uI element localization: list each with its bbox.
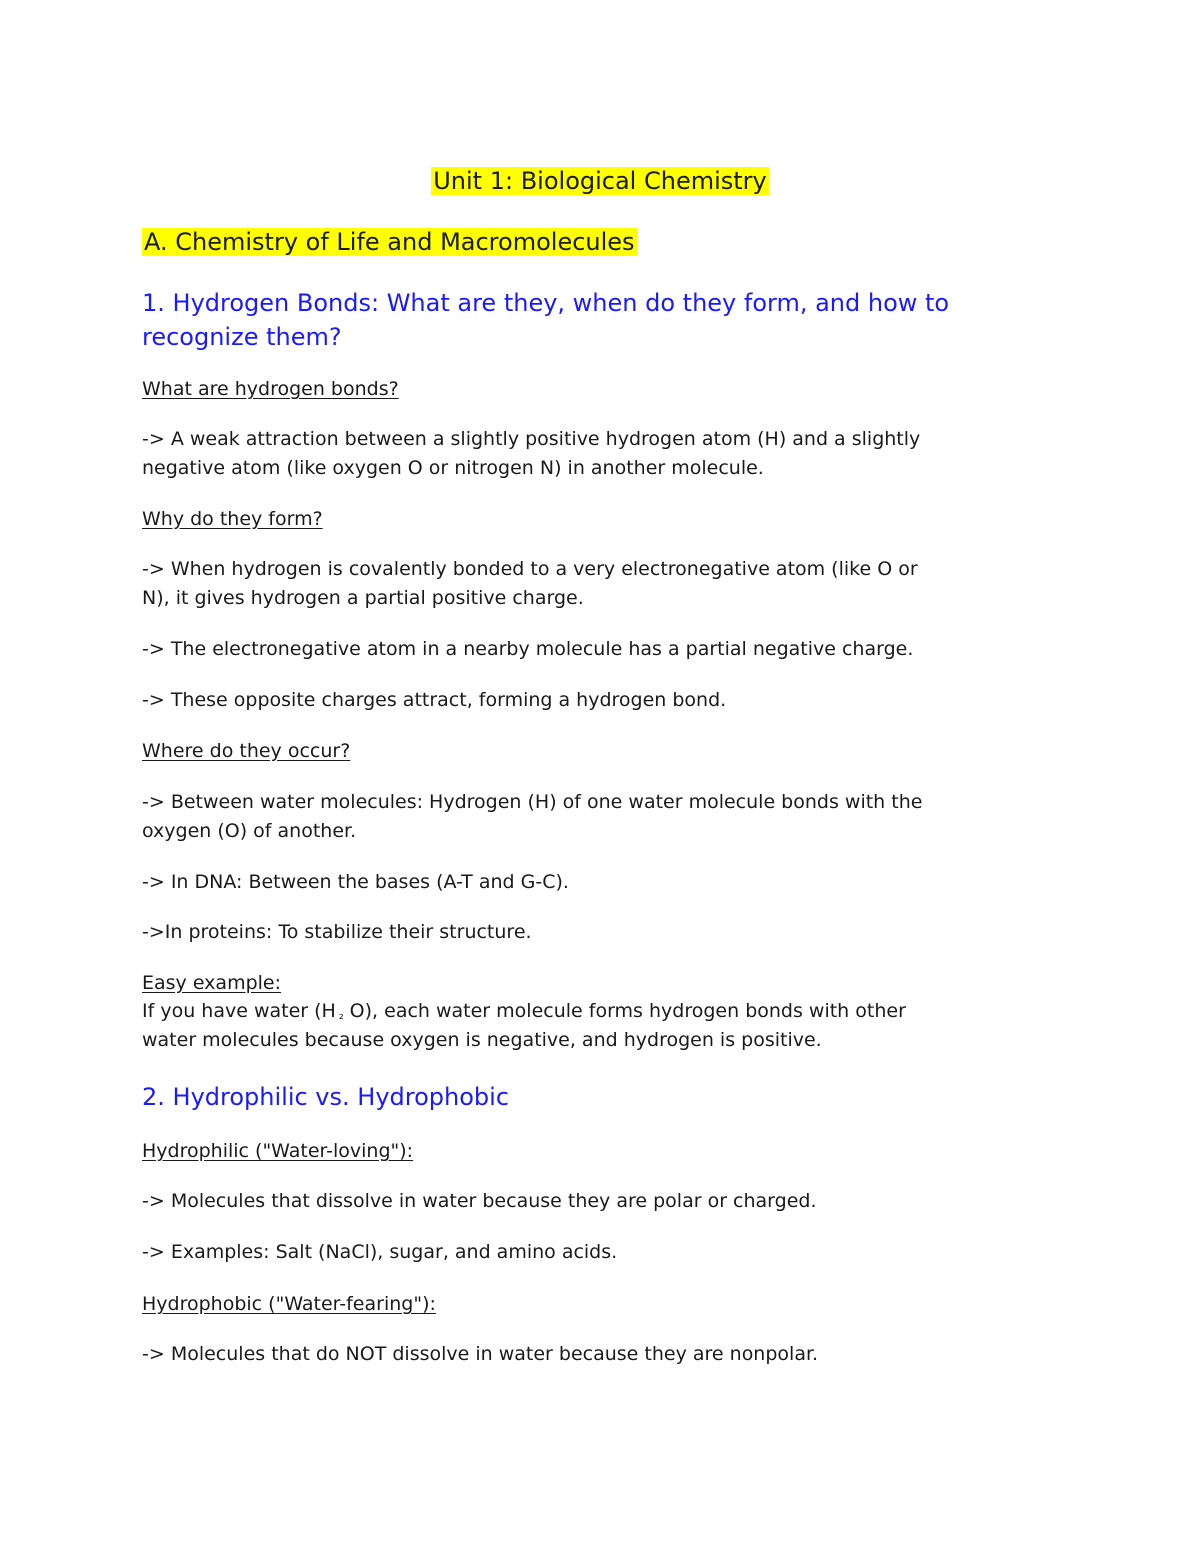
hydrophilic-label: Hydrophilic ("Water-loving"):: [142, 1140, 414, 1162]
hydrophobic-point-1: -> Molecules that do NOT dissolve in water because they are nonpolar.: [142, 1343, 819, 1365]
hydrogen-bonds-heading-line1: 1. Hydrogen Bonds: What are they, when do they form, and how to: [142, 289, 950, 317]
where-point-3: ->In proteins: To stabilize their structure.: [142, 921, 532, 943]
section-a-heading: [142, 224, 637, 260]
section-a-heading-text: A. Chemistry of Life and Macromolecules: [144, 228, 635, 256]
where-point-2: -> In DNA: Between the bases (A-T and G-C).: [142, 871, 569, 893]
document-title: [0, 164, 1200, 198]
hydrogen-bonds-heading-line2: recognize them?: [142, 323, 342, 351]
what-answer-line2: negative atom (like oxygen O or nitrogen N) in another molecule.: [142, 457, 764, 479]
document-title-text: Unit 1: Biological Chemistry: [433, 167, 767, 195]
easy-example-subscript: ₂: [338, 1008, 344, 1022]
easy-example-pre: If you have water (H: [142, 1000, 336, 1022]
where-point-1-line2: oxygen (O) of another.: [142, 820, 357, 842]
why-point-2: -> The electronegative atom in a nearby molecule has a partial negative charge.: [142, 638, 914, 660]
easy-example-label: Easy example:: [142, 972, 282, 994]
why-point-1-line2: N), it gives hydrogen a partial positive charge.: [142, 587, 584, 609]
what-are-hydrogen-bonds-label: What are hydrogen bonds?: [142, 378, 399, 400]
where-do-they-occur-label: Where do they occur?: [142, 740, 351, 762]
hydrophilic-point-1: -> Molecules that dissolve in water because they are polar or charged.: [142, 1190, 817, 1212]
hydrophobic-label: Hydrophobic ("Water-fearing"):: [142, 1293, 436, 1315]
why-point-1-line1: -> When hydrogen is covalently bonded to a very electronegative atom (like O or: [142, 558, 918, 580]
what-answer-line1: -> A weak attraction between a slightly positive hydrogen atom (H) and a slightly: [142, 428, 921, 450]
where-point-1-line1: -> Between water molecules: Hydrogen (H) of one water molecule bonds with the: [142, 791, 923, 813]
easy-example-line2: water molecules because oxygen is negative, and hydrogen is positive.: [142, 1029, 822, 1051]
why-point-3: -> These opposite charges attract, forming a hydrogen bond.: [142, 689, 727, 711]
hydrophilic-vs-hydrophobic-heading: 2. Hydrophilic vs. Hydrophobic: [142, 1083, 510, 1111]
why-do-they-form-label: Why do they form?: [142, 508, 323, 530]
easy-example-post: O), each water molecule forms hydrogen bonds with other: [343, 1000, 906, 1022]
hydrophilic-point-2: -> Examples: Salt (NaCl), sugar, and amino acids.: [142, 1241, 618, 1263]
